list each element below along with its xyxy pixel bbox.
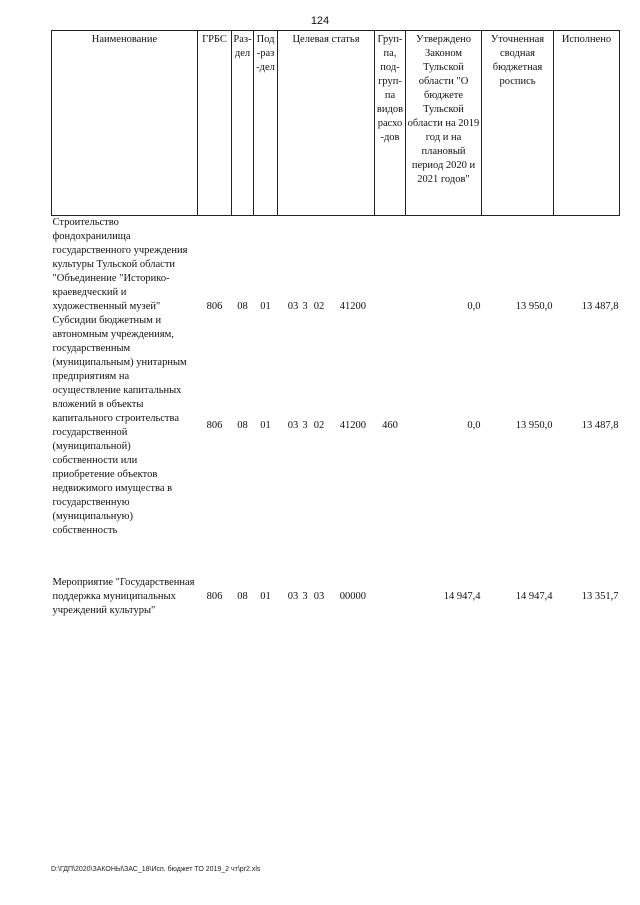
table-row xyxy=(52,576,620,618)
row-name: Мероприятие "Государственная поддержка муниципальных учреждений культуры" xyxy=(52,577,195,616)
table-row xyxy=(52,314,620,538)
target-subprogram: 3 xyxy=(302,591,308,602)
row-executed: 13 487,8 xyxy=(581,420,619,431)
row-target xyxy=(278,314,375,538)
target-subprogram: 3 xyxy=(302,420,308,431)
row-executed: 13 351,7 xyxy=(581,591,619,602)
header-name: Наименование xyxy=(52,31,198,216)
row-podrazdel: 01 xyxy=(260,591,271,602)
header-razdel: Раз-дел xyxy=(232,31,254,216)
header-group: Груп-па, под-груп-па видов расхо-дов xyxy=(375,31,406,216)
target-program: 03 xyxy=(287,301,299,312)
table-header-row xyxy=(52,31,620,216)
target-direction: 41200 xyxy=(339,301,366,312)
row-grbs: 806 xyxy=(206,301,223,312)
header-podrazdel: Под-раз-дел xyxy=(254,31,278,216)
row-razdel: 08 xyxy=(237,301,248,312)
header-executed: Исполнено xyxy=(554,31,620,216)
header-approved: Утверждено Законом Тульской области "О бюджете Тульской области на 2019 год и на плановый период 2020 и 2021 годов" xyxy=(406,31,482,216)
target-event: 02 xyxy=(313,420,325,431)
row-refined: 13 950,0 xyxy=(515,301,553,312)
target-subprogram: 3 xyxy=(302,301,308,312)
table-row xyxy=(52,216,620,315)
header-refined: Уточненная сводная бюджетная роспись xyxy=(482,31,554,216)
footer-file-path: D:\ГДП\2020\ЗАКОНЫ\ЗАС_18\Исп. бюджет ТО 2019_2 чт\pr2.xls xyxy=(51,866,261,873)
row-spacer xyxy=(52,538,620,576)
target-program: 03 xyxy=(287,420,299,431)
row-refined: 13 950,0 xyxy=(515,420,553,431)
target-program: 03 xyxy=(287,591,299,602)
row-group xyxy=(375,576,406,618)
row-target xyxy=(278,576,375,618)
row-group xyxy=(375,216,406,315)
target-direction: 00000 xyxy=(339,591,366,602)
row-razdel: 08 xyxy=(237,591,248,602)
target-event: 03 xyxy=(313,591,325,602)
row-razdel: 08 xyxy=(237,420,248,431)
row-podrazdel: 01 xyxy=(260,301,271,312)
row-podrazdel: 01 xyxy=(260,420,271,431)
row-approved: 0,0 xyxy=(467,420,481,431)
row-name: Субсидии бюджетным и автономным учреждениям, государственным (муниципальным) унитарным предприятиям на осуществление капитальных вложений в объекты капитального строительства государственной (муниципальной) собственности или приобретение объектов недвижимого имущества в государственную (муниципальную) собственность xyxy=(52,315,187,536)
page-number: 124 xyxy=(310,15,330,27)
row-target xyxy=(278,216,375,315)
row-group: 460 xyxy=(382,420,398,431)
row-grbs: 806 xyxy=(206,591,223,602)
header-target: Целевая статья xyxy=(278,31,375,216)
budget-table xyxy=(51,30,620,618)
row-approved: 14 947,4 xyxy=(443,591,481,602)
header-grbs: ГРБС xyxy=(198,31,232,216)
row-name: Строительство фондохранилища государственного учреждения культуры Тульской области "Объединение "Историко-краеведческий и художественный музей" xyxy=(52,217,188,312)
target-event: 02 xyxy=(313,301,325,312)
target-direction: 41200 xyxy=(339,420,366,431)
row-grbs: 806 xyxy=(206,420,223,431)
row-refined: 14 947,4 xyxy=(515,591,553,602)
row-executed: 13 487,8 xyxy=(581,301,619,312)
row-approved: 0,0 xyxy=(467,301,481,312)
